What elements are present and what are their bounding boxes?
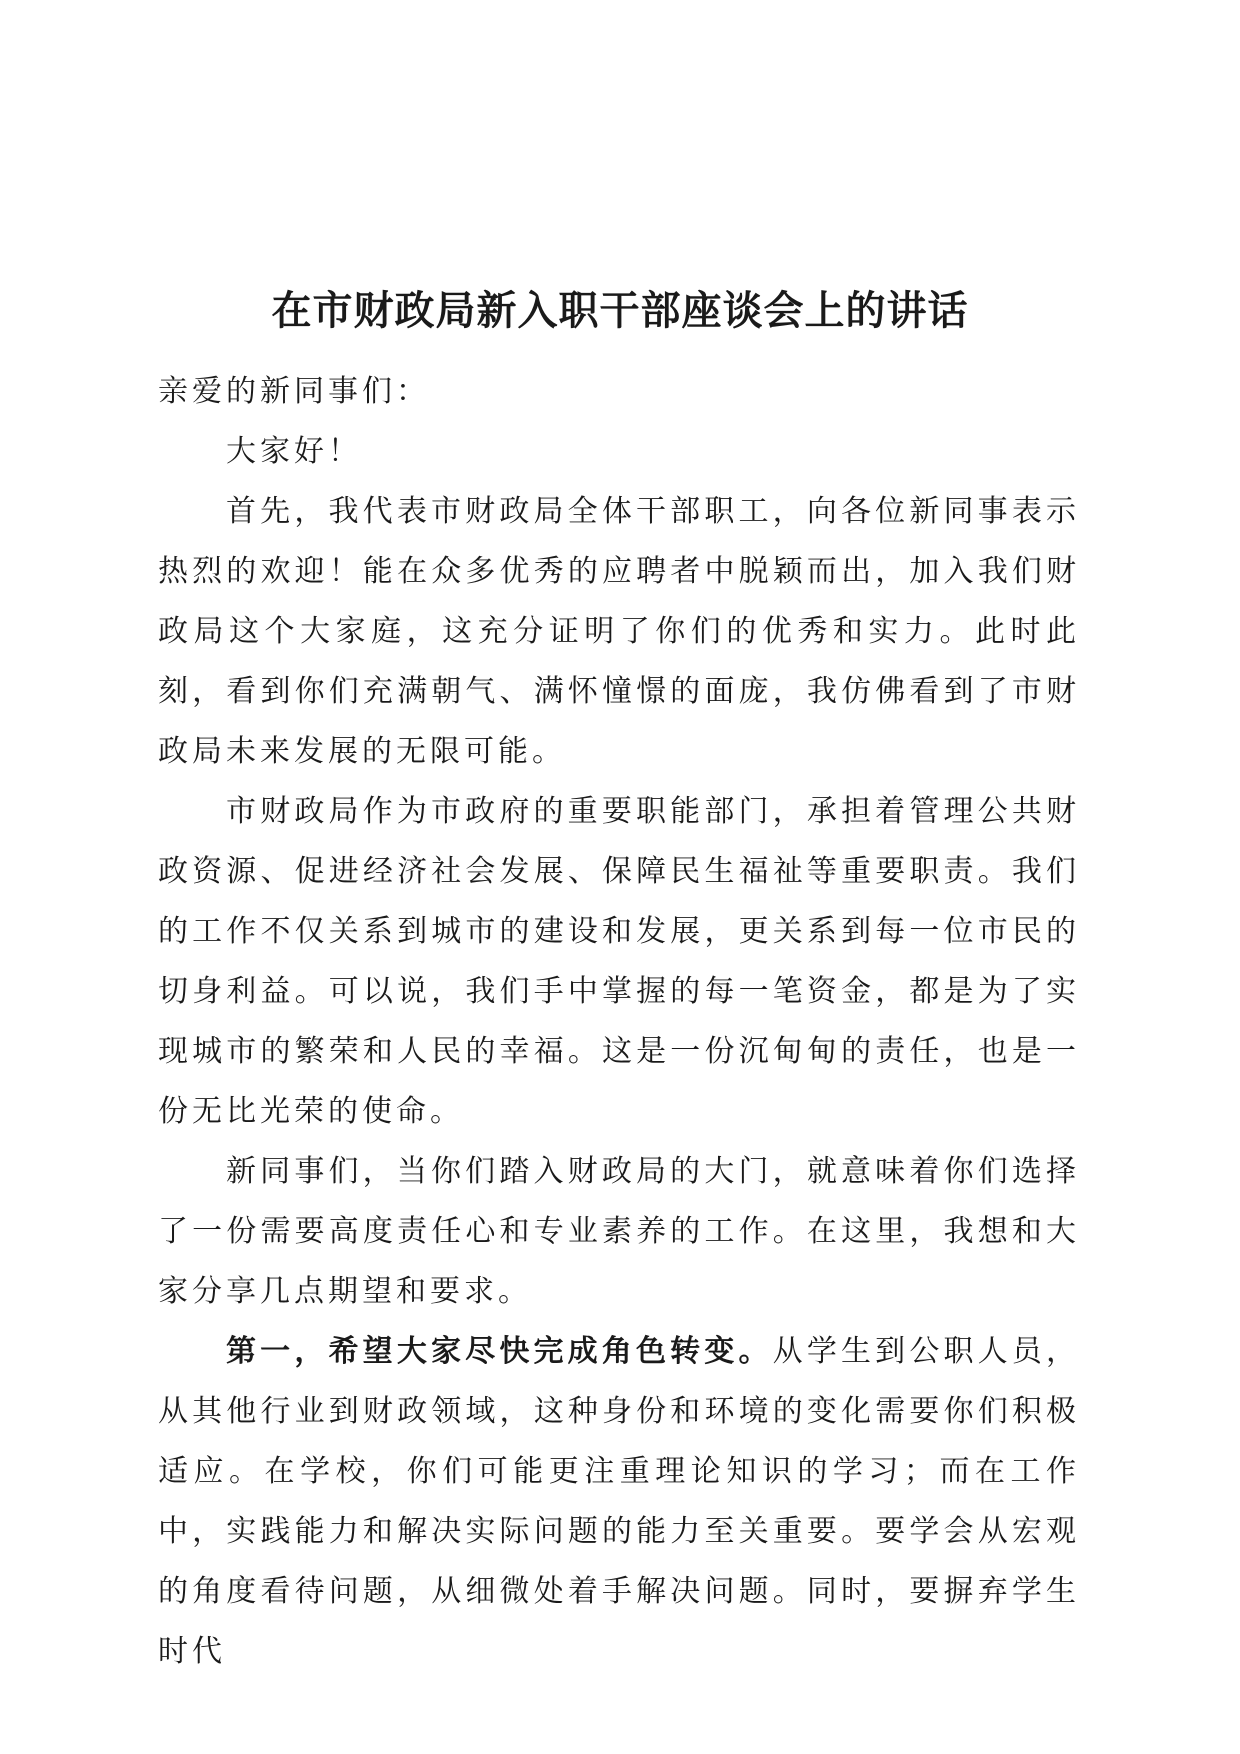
greeting: 大家好！ [226, 434, 362, 469]
paragraph-welcome: 首先，我代表市财政局全体干部职工，向各位新同事表示热烈的欢迎！能在众多优秀的应聘者中脱颖而出，加入我们财政局这个大家庭，这充分证明了你们的优秀和实力。此时此刻，看到你们充满朝气、满怀憧憬的面庞，我仿佛看到了市财政局未来发展的无限可能。 [158, 494, 1080, 769]
point-one-text: 从学生到公职人员，从其他行业到财政领域，这种身份和环境的变化需要你们积极适应。在学校，你们可能更注重理论知识的学习；而在工作中，实践能力和解决实际问题的能力至关重要。要学会从宏观的角度看待问题，从细微处着手解决问题。同时，要摒弃学生时代 [158, 1334, 1081, 1669]
document-title: 在市财政局新入职干部座谈会上的讲话 [271, 288, 969, 334]
paragraph-point-one [158, 1322, 1080, 1682]
paragraph-expectations: 新同事们，当你们踏入财政局的大门，就意味着你们选择了一份需要高度责任心和专业素养的工作。在这里，我想和大家分享几点期望和要求。 [158, 1154, 1080, 1309]
salutation: 亲爱的新同事们： [158, 374, 430, 409]
paragraph-responsibility: 市财政局作为市政府的重要职能部门，承担着管理公共财政资源、促进经济社会发展、保障民生福祉等重要职责。我们的工作不仅关系到城市的建设和发展，更关系到每一位市民的切身利益。可以说，我们手中掌握的每一笔资金，都是为了实现城市的繁荣和人民的幸福。这是一份沉甸甸的责任，也是一份无比光荣的使命。 [158, 794, 1080, 1129]
document-body [158, 362, 1080, 1682]
point-one-heading: 第一，希望大家尽快完成角色转变。 [226, 1334, 773, 1369]
